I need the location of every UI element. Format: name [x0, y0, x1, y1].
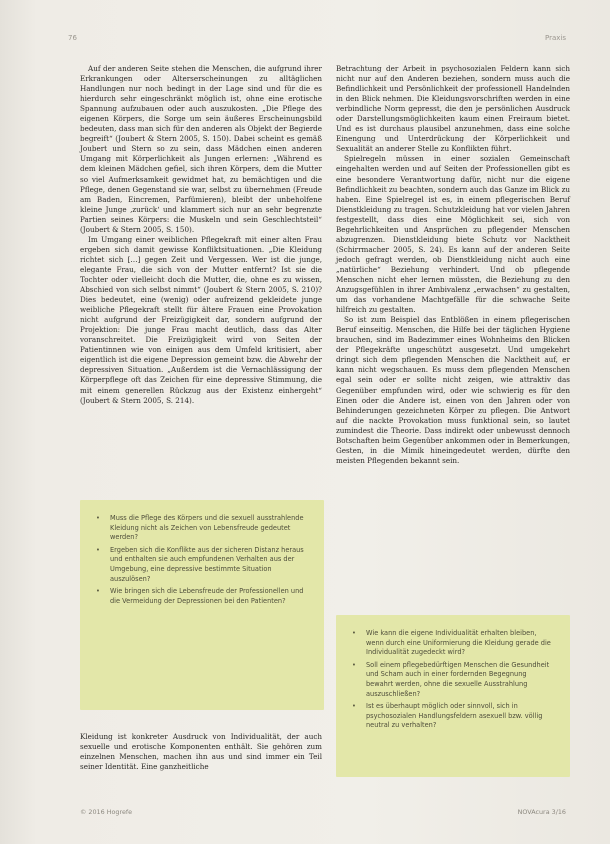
question-box-left: [80, 500, 324, 710]
list-item-text: • Wie kann die eigene Individualität erhalten bleiben, wenn durch eine Uniformierung die Kleidung gerade die Individualität zugedeckt wird?: [366, 629, 551, 657]
list-item: [96, 514, 306, 543]
list-item-text: • Ist es überhaupt möglich oder sinnvoll, sich in psychosozialen Handlungsfeldern asexuell bzw. völlig neutral zu verhalten?: [366, 702, 543, 730]
body-column-left: [80, 64, 322, 406]
list-item: [352, 629, 552, 658]
paragraph: Auf der anderen Seite stehen die Menschen, die aufgrund ihrer Erkrankungen oder Alterserscheinungen zu alltäglichen Handlungen nur noch bedingt in der Lage sind und für die es hierdurch sehr eingeschränkt möglich ist, ohne eine erotische Spannung aufzubauen oder auch auszukosten. „Die Pflege des eigenen Körpers, die Sorge um sein äußeres Erscheinungsbild bedeuten, dass man sich für den anderen als Objekt der Begierde begreift“ (Joubert & Stern 2005, S. 150). Dabei scheint es gemäß Joubert und Stern so zu sein, dass Mädchen einen anderen Umgang mit Körperlichkeit als Jungen erlernen: „Während es dem kleinen Mädchen gefiel, sich ihren Körpers, dem die Mutter so viel Aufmerksamkeit gewidmet hat, zu bemächtigen und die Pflege, denen Gegenstand sie war, selbst zu übernehmen (Freude am Baden, Eincremen, Parfümieren), bleibt der unbeholfene kleine Junge ‚zurück‘ und klammert sich nur an sehr begrenzte Partien seines Körpers: die Muskeln und sein Geschlechtsteil“ (Joubert & Stern 2005, S. 150).: [80, 64, 322, 234]
list-item-text: • Soll einem pflegebedürftigen Menschen die Gesundheit und Scham auch in einer fordernden Begegnung bewahrt werden, ohne die sexuelle Ausstrahlung auszuschließen?: [366, 660, 550, 698]
paragraph: Kleidung ist konkreter Ausdruck von Individualität, der auch sexuelle und erotische Komponenten enthält. Sie gehören zum einzelnen Menschen, machen ihn aus und sind immer ein Teil seiner Identität. Eine ganzheitliche: [80, 732, 322, 772]
paragraph: Im Umgang einer weiblichen Pflegekraft mit einer alten Frau ergeben sich damit gewisse Konfliktsituationen. „Die Kleidung richtet sich […] gegen Zeit und Vergessen. Wer ist die junge, elegante Frau, die sich von der Mutter entfernt? Ist sie die Tochter oder vielleicht doch die Mutter, die, ohne es zu wissen, Abschied von sich selbst nimmt“ (Joubert & Stern 2005, S. 210)? Dies bedeutet, eine (wenig) oder aufreizend gekleidete junge weibliche Pflegekraft stellt für ältere Frauen eine Provokation nicht aufgrund der Freizügigkeit dar, sondern aufgrund der Projektion: Die junge Frau macht deutlich, dass das Alter voranschreitet. Die Freizügigkeit wird von Seiten der Patientinnen wie von einigen aus dem Umfeld kritisiert, aber eigentlich ist die eigene Depression gemeint bzw. die Abwehr der depressiven Situation. „Außerdem ist die Vernachlässigung der Körperpflege oft das Zeichen für eine depressive Stimmung, die mit einem generellen Rückzug aus der Existenz einhergeht“ (Joubert & Stern 2005, S. 214).: [80, 234, 322, 405]
paragraph: Betrachtung der Arbeit in psychosozialen Feldern kann sich nicht nur auf den Anderen beziehen, sondern muss auch die Befindlichkeit und Persönlichkeit der professionell Handelnden in den Blick nehmen. Die Kleidungsvorschriften werden in eine verbindliche Norm gepresst, die den je persönlichen Ausdruck oder Darstellungsmöglichkeiten kaum einen Freiraum bietet. Und es ist durchaus plausibel anzunehmen, dass eine solche Einengung und Unterdrückung der Körperlichkeit und Sexualität an anderer Stelle zu Konflikten führt.: [336, 64, 570, 154]
section-title: Praxis: [545, 34, 566, 42]
list-item-text: • Wie bringen sich die Lebensfreude der Professionellen und die Vermeidung der Depressionen bei den Patienten?: [110, 587, 304, 605]
list-item: [96, 587, 306, 606]
paragraph: So ist zum Beispiel das Entblößen in einem pflegerischen Beruf einseitig. Menschen, die Hilfe bei der täglichen Hygiene brauchen, sind im Badezimmer eines Wohnheims den Blicken der Pflegekräfte ungeschützt ausgesetzt. Und umgekehrt dringt sich dem pflegenden Menschen die Nacktheit auf, er kann nicht wegschauen. Es muss dem pflegenden Menschen egal sein oder er sollte nicht zeigen, wie attraktiv das Gegenüber empfunden wird, oder wie schwierig es für den Einen oder die Andere ist, einen von den Jahren oder von Behinderungen gezeichneten Körper zu pflegen. Die Antwort auf die nackte Provokation muss funktional sein, so lautet zumindest die Theorie. Dass indirekt oder unbewusst dennoch Botschaften beim Gegenüber ankommen oder in Bemerkungen, Gesten, in die Mimik hineingedeutet werden, dürfte den meisten Pflegenden bekannt sein.: [336, 315, 570, 465]
journal-issue: NOVAcura 3/16: [517, 808, 566, 816]
question-list: [336, 615, 570, 744]
list-item-text: • Ergeben sich die Konflikte aus der sicheren Distanz heraus und enthalten sie auch empfundenen Verhalten aus der Umgebung, eine depressive bestimmte Situation auszulösen?: [110, 545, 304, 583]
copyright: © 2016 Hogrefe: [80, 808, 133, 816]
question-list: [80, 500, 324, 619]
list-item: [352, 702, 552, 731]
body-column-left-bottom: [80, 732, 322, 772]
paragraph: Spielregeln müssen in einer sozialen Gemeinschaft eingehalten werden und auf Seiten der Professionellen gibt es eine besondere Verantwortung dafür, nicht nur die eigene Befindlichkeit zu beachten, sondern auch das Ganze im Blick zu haben. Eine Spielregel ist es, in einem pflegerischen Beruf Dienstkleidung zu tragen. Schutzkleidung hat vor vielen Jahren festgestellt, dass dies eine Möglichkeit sei, sich von Begehrlichkeiten und Ansprüchen zu pflegender Menschen abzugrenzen. Dienstkleidung biete Schutz vor Nacktheit (Schirrmacher 2005, S. 24). Es kann auf der anderen Seite jedoch gefragt werden, ob Dienstkleidung nicht auch eine „natürliche“ Beziehung verhindert. Und ob pflegende Menschen nicht eher lernen müssten, die Beziehung zu den Anzugsgefühlen in ihrer Ambivalenz „erwachsen“ zu gestalten, um das vorhandene Machtgefälle für die schwache Seite hilfreich zu gestalten.: [336, 154, 570, 315]
list-item-text: • Muss die Pflege des Körpers und die sexuell ausstrahlende Kleidung nicht als Zeichen von Lebensfreude gedeutet werden?: [110, 514, 304, 542]
page-number: 76: [68, 34, 77, 42]
body-column-right: [336, 64, 570, 466]
list-item: [352, 661, 552, 699]
question-box-right: [336, 615, 570, 777]
list-item: [96, 546, 306, 584]
